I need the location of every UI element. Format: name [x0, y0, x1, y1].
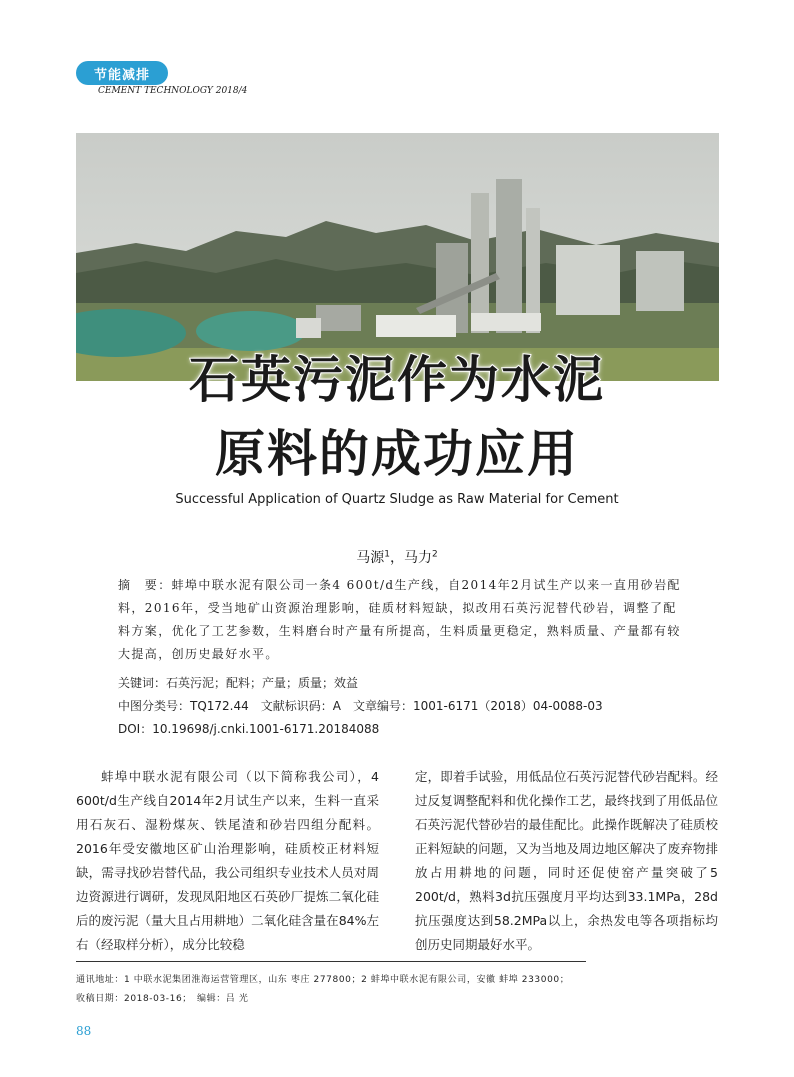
article-title-line1: 石英污泥作为水泥 [189, 351, 605, 409]
author-1-affil: 1 [384, 549, 390, 560]
author-1: 马源 [356, 550, 385, 566]
classification-info: 中图分类号：TQ172.44 文献标识码：A 文章编号：1001-6171（2018）04-0088-03 [118, 699, 603, 713]
article-title-line2: 原料的成功应用 [215, 425, 579, 483]
authors [0, 547, 794, 567]
author-separator: ， [390, 550, 404, 566]
english-title: Successful Application of Quartz Sludge as Raw Material for Cement [175, 492, 619, 507]
body-column-left: 蚌埠中联水泥有限公司（以下简称我公司），4 600t/d生产线自2014年2月试生产以来，生料一直采用石灰石、湿粉煤灰、铁尾渣和砂岩四组分配料。2016年受安徽地区矿山治理影响，硅质校正材料短缺，需寻找砂岩替代品，我公司组织专业技术人员对周边资源进行调研，发现凤阳地区石英砂厂提炼二氧化硅后的废污泥（量大且占用耕地）二氧化硅含量在84%左右（经取样分析），成分比较稳 [76, 769, 379, 952]
author-2-affil: 2 [432, 549, 438, 560]
abstract: 摘 要：蚌埠中联水泥有限公司一条4 600t/d生产线，自2014年2月试生产以来一直用砂岩配料，2016年，受当地矿山资源治理影响，硅质材料短缺，拟改用石英污泥替代砂岩，调整了配料方案，优化了工艺参数，生料磨台时产量有所提高，生料质量更稳定，熟料质量、产量都有较大提高，创历史最好水平。 [118, 578, 681, 661]
footnote-dates: 收稿日期：2018-03-16； 编辑：吕 光 [76, 994, 249, 1004]
author-2: 马力 [404, 550, 432, 566]
keywords: 关键词：石英污泥；配料；产量；质量；效益 [118, 676, 359, 690]
page-number: 88 [76, 1024, 92, 1038]
doi: DOI：10.19698/j.cnki.1001-6171.20184088 [118, 722, 380, 736]
footnote-divider [76, 961, 586, 962]
footnote-address: 通讯地址：1 中联水泥集团淮海运营管理区，山东 枣庄 277800；2 蚌埠中联水泥有限公司，安徽 蚌埠 233000； [76, 975, 570, 985]
section-tag: 节能减排 [76, 61, 168, 85]
body-column-right: 定，即着手试验，用低品位石英污泥替代砂岩配料。经过反复调整配料和优化操作工艺，最终找到了用低品位石英污泥代替砂岩的最佳配比。此操作既解决了硅质校正料短缺的问题，又为当地及周边地区解决了废弃物排放占用耕地的问题，同时还促使窑产量突破了5 200t/d，熟料3d抗压强度月平均达到33.1MPa，28d抗压强度达到58.2MPa以上，余热发电等各项指标均创历史同期最好水平。 [415, 769, 718, 952]
journal-header: CEMENT TECHNOLOGY 2018/4 [98, 86, 248, 96]
